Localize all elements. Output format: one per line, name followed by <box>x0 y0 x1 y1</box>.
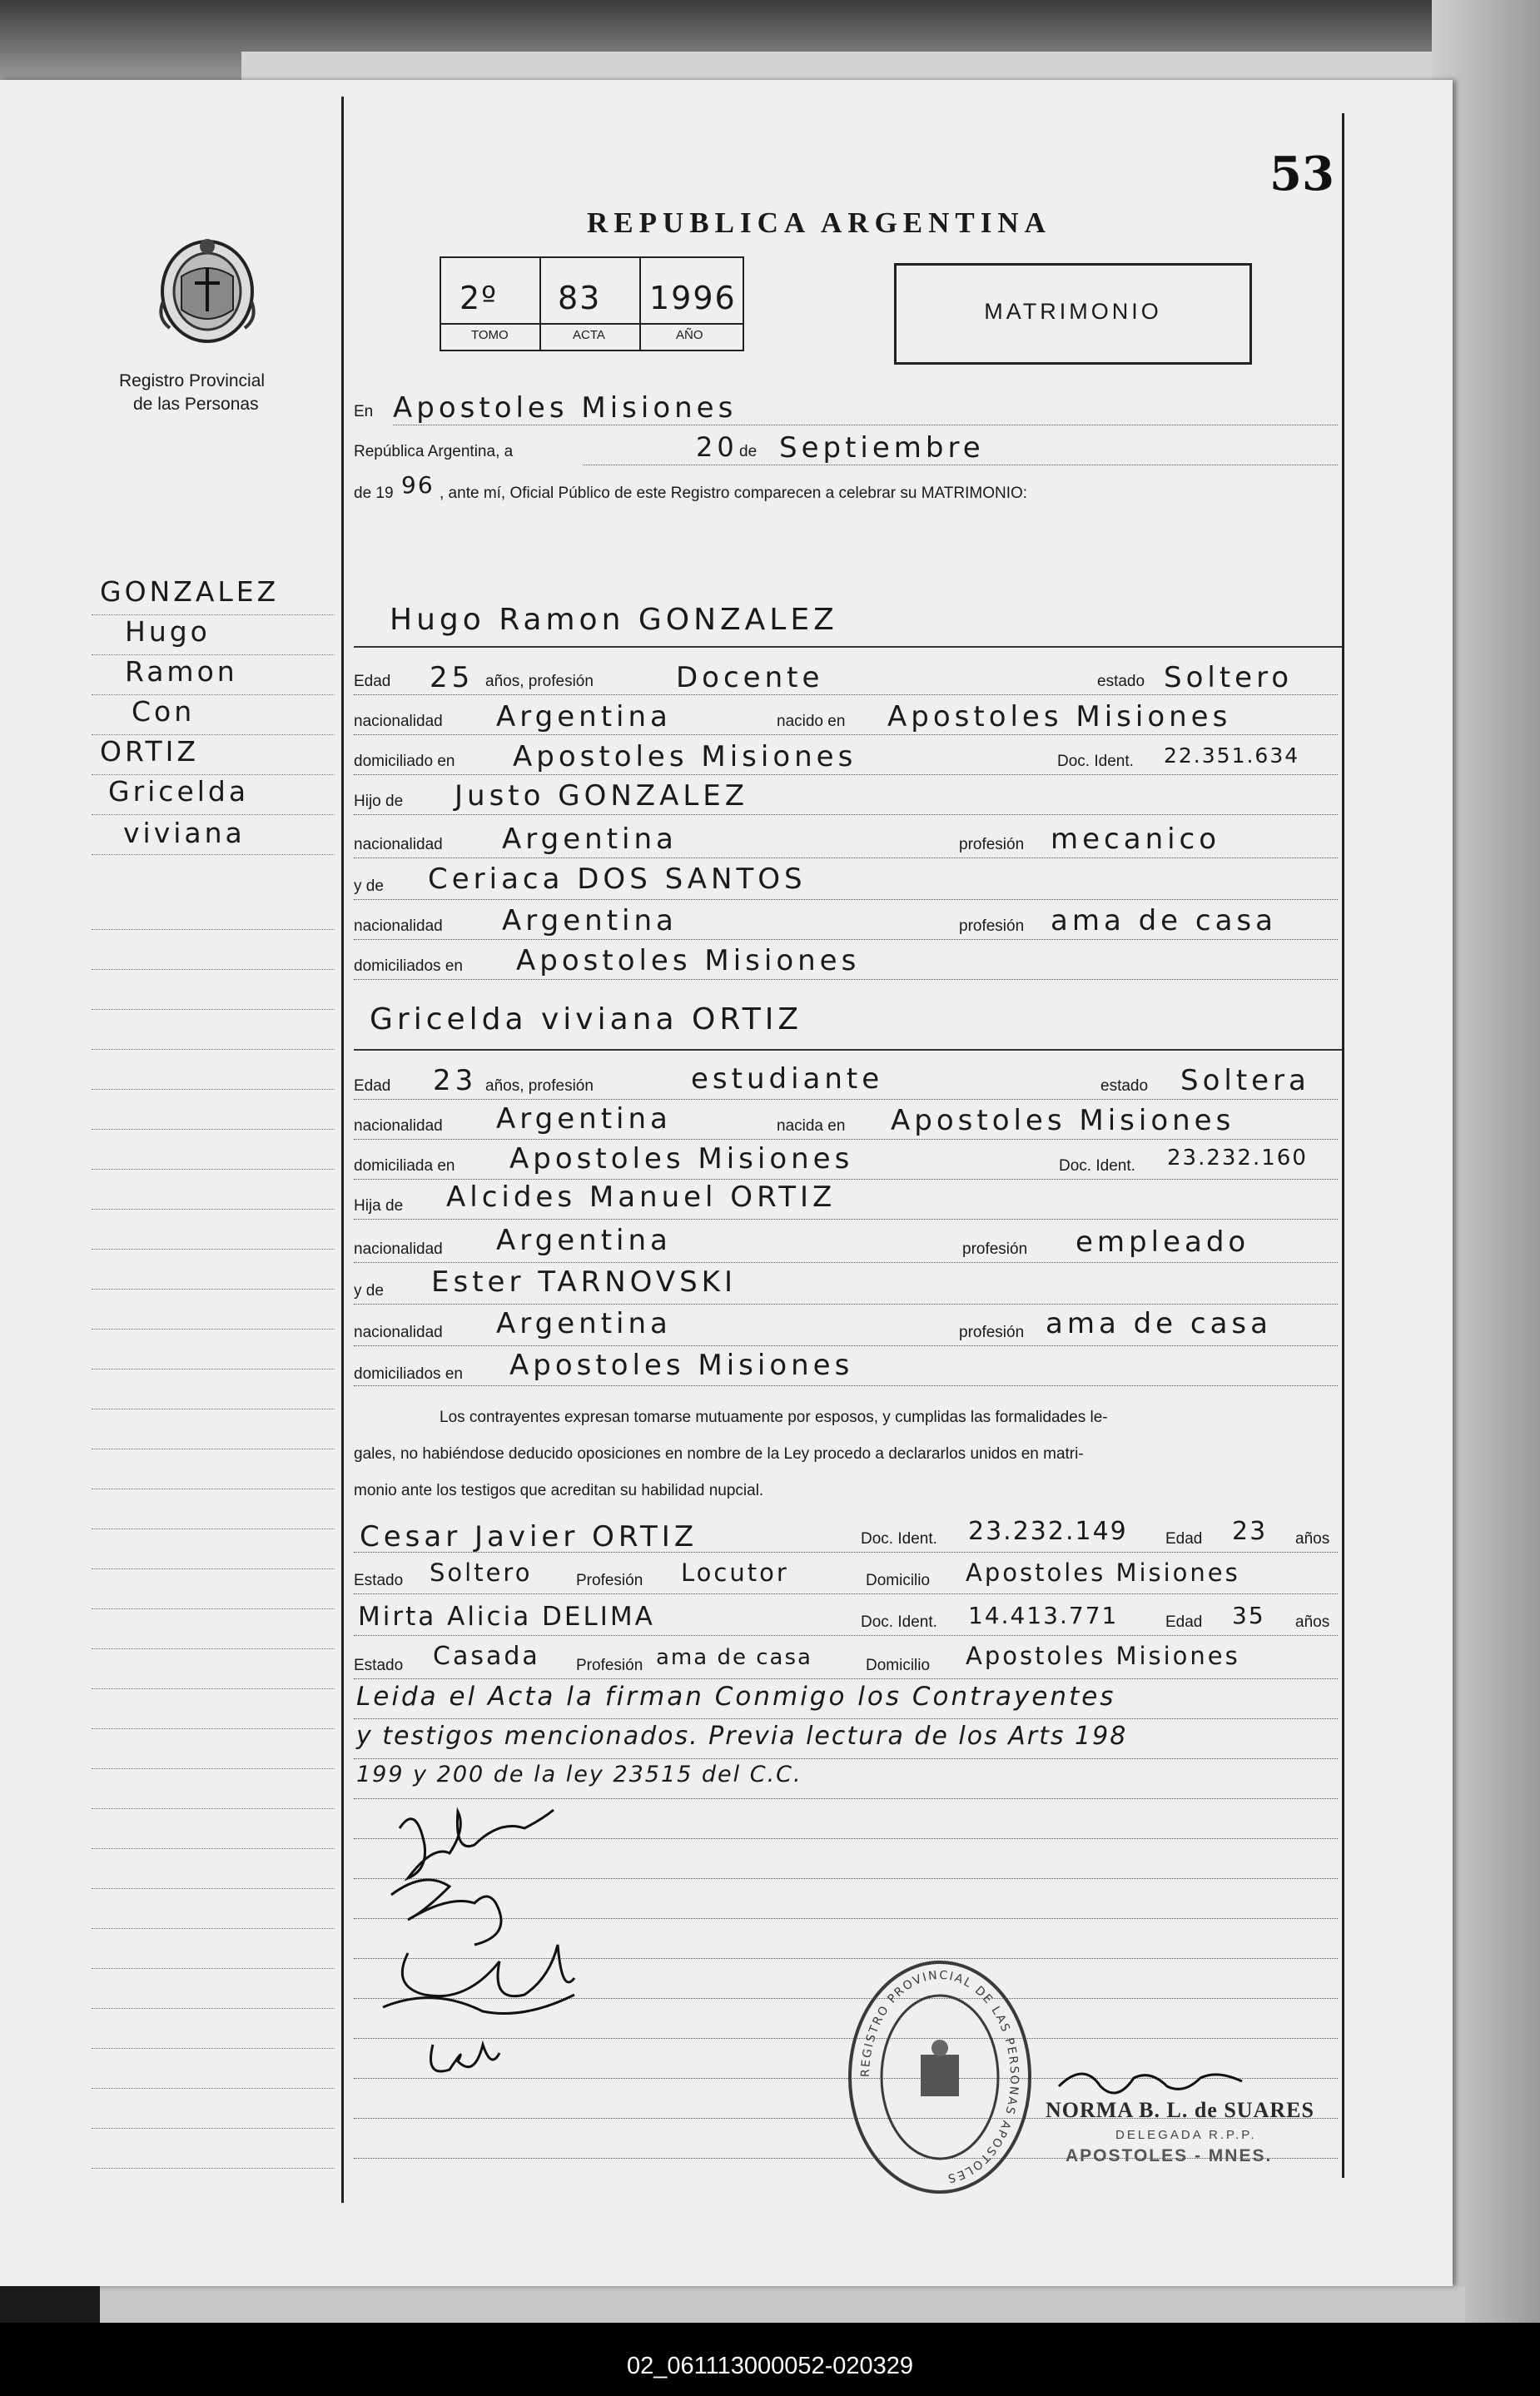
margin-rule-line <box>92 1329 335 1330</box>
groom-doc: 22.351.634 <box>1164 743 1300 768</box>
doc-type-box <box>894 263 1252 365</box>
margin-rule-line <box>92 2008 335 2009</box>
rule-line <box>354 694 1338 695</box>
declaration-line1: Los contrayentes expresan tomarse mutuamente por esposos, y cumplidas las formalidades le- <box>440 1409 1108 1426</box>
margin-rule-line <box>92 929 335 930</box>
bride-father-prof-label: profesión <box>962 1240 1028 1258</box>
bride-doc: 23.232.160 <box>1167 1146 1308 1171</box>
anio-label: AÑO <box>676 328 703 342</box>
witness2-domicilio-label: Domicilio <box>866 1657 931 1674</box>
rule-line <box>354 734 1338 735</box>
rule-line <box>354 857 1338 858</box>
margin-rule-line <box>92 1728 335 1729</box>
box-divider <box>539 258 541 350</box>
groom-age: 25 <box>430 661 474 694</box>
groom-father-profession: mecanico <box>1051 823 1221 856</box>
page-bottom-edge <box>100 2286 1465 2323</box>
bride-profession: estudiante <box>691 1062 884 1096</box>
witness1-domicile: Apostoles Misiones <box>966 1558 1240 1587</box>
witness1-name: Cesar Javier ORTIZ <box>360 1520 698 1553</box>
rule-line <box>354 1552 1338 1553</box>
tomo-acta-box <box>440 256 744 351</box>
margin-rule-line <box>92 1968 335 1969</box>
groom-nacido-label: nacido en <box>777 713 846 730</box>
rule-line <box>354 1635 1338 1636</box>
witness1-estado: Soltero <box>430 1558 533 1587</box>
month-value: Septiembre <box>779 431 985 465</box>
official-stamp-line2: DELEGADA R.P.P. <box>1115 2128 1257 2142</box>
witness2-profession: ama de casa <box>656 1645 812 1670</box>
margin-name-line: viviana <box>123 817 246 849</box>
rule-line <box>354 814 1338 815</box>
witness1-profession: Locutor <box>681 1558 789 1587</box>
closing-line1: Leida el Acta la firman Conmigo los Contrayentes <box>356 1682 1116 1712</box>
margin-rule-line <box>92 1249 335 1250</box>
witness2-anos-label: años <box>1295 1613 1330 1631</box>
bride-parents-domicile: Apostoles Misiones <box>509 1349 854 1382</box>
margin-name-line: Ramon <box>125 655 238 688</box>
margin-rule-line <box>92 1089 335 1090</box>
margin-rule-line <box>92 654 335 655</box>
acta-label: ACTA <box>573 328 605 342</box>
bride-domicile: Apostoles Misiones <box>509 1142 854 1176</box>
section-divider <box>354 1049 1342 1051</box>
rule-line <box>354 1219 1338 1220</box>
groom-domicilio-label: domiciliado en <box>354 753 455 770</box>
intro-text: , ante mí, Oficial Público de este Registro comparecen a celebrar su MATRIMONIO: <box>440 485 1028 502</box>
margin-rule-line <box>92 2168 335 2169</box>
groom-hijo-label: Hijo de <box>354 793 404 810</box>
rule-line <box>354 939 1338 940</box>
margin-rule-line <box>92 814 335 815</box>
groom-father-nationality: Argentina <box>502 823 678 856</box>
box-divider <box>441 323 743 325</box>
bride-domicilio-label: domiciliada en <box>354 1157 455 1175</box>
groom-mother-nat-label: nacionalidad <box>354 917 443 935</box>
groom-full-name: Hugo Ramon GONZALEZ <box>390 603 838 637</box>
rule-line <box>354 1718 1338 1719</box>
margin-rule-line <box>92 1888 335 1889</box>
bride-yde-label: y de <box>354 1282 384 1300</box>
bride-mother-profession: ama de casa <box>1046 1307 1272 1340</box>
bride-estado: Soltera <box>1180 1064 1310 1097</box>
margin-rule-line <box>92 1009 335 1010</box>
margin-rule-line <box>92 1209 335 1210</box>
rule-line <box>354 1179 1338 1180</box>
margin-rule-line <box>92 1289 335 1290</box>
bride-nacionalidad-label: nacionalidad <box>354 1117 443 1135</box>
margin-rule-line <box>92 2088 335 2089</box>
margin-rule-line <box>92 694 335 695</box>
bride-father-nationality: Argentina <box>496 1224 672 1257</box>
registry-label-line2: de las Personas <box>133 395 259 414</box>
rule-line <box>354 1678 1338 1679</box>
rule-line <box>354 774 1338 775</box>
bride-age: 23 <box>433 1064 478 1097</box>
rule-line <box>354 1139 1338 1140</box>
witness1-profesion-label: Profesión <box>576 1572 643 1589</box>
round-seal <box>844 1956 1036 2198</box>
rule-line <box>354 1262 1338 1263</box>
margin-rule <box>341 97 344 2203</box>
margin-rule-line <box>92 614 335 615</box>
witness2-doc-label: Doc. Ident. <box>861 1613 937 1631</box>
margin-rule-line <box>92 734 335 735</box>
anio-value: 1996 <box>649 280 737 316</box>
tomo-label: TOMO <box>471 328 509 342</box>
page-number: 53 <box>1269 147 1334 201</box>
rule-line <box>354 1758 1338 1759</box>
witness1-estado-label: Estado <box>354 1572 404 1589</box>
groom-parents-domicile: Apostoles Misiones <box>516 944 861 977</box>
groom-estado-label: estado <box>1097 673 1145 690</box>
underlying-page-edge <box>241 52 1432 83</box>
bride-nacida-label: nacida en <box>777 1117 846 1135</box>
year-prefix-label: de 19 <box>354 485 394 502</box>
groom-father: Justo GONZALEZ <box>455 779 749 813</box>
groom-estado: Soltero <box>1164 661 1294 694</box>
groom-birthplace: Apostoles Misiones <box>887 700 1232 733</box>
acta-value: 83 <box>558 280 602 316</box>
groom-father-prof-label: profesión <box>959 836 1025 853</box>
margin-rule-line <box>92 1568 335 1569</box>
margin-rule-line <box>92 1169 335 1170</box>
margin-rule-line <box>92 1688 335 1689</box>
declaration-line2: gales, no habiéndose deducido oposiciones en nombre de la Ley procedo a declararlos unidos en matri- <box>354 1445 1084 1463</box>
margin-rule-line <box>92 1648 335 1649</box>
bride-birthplace: Apostoles Misiones <box>891 1104 1235 1137</box>
bride-mother-nat-label: nacionalidad <box>354 1324 443 1341</box>
closing-line2: y testigos mencionados. Previa lectura de los Arts 198 <box>356 1722 1128 1751</box>
bride-parents-dom-label: domiciliados en <box>354 1365 463 1383</box>
de-label: de <box>739 443 758 460</box>
groom-profession: Docente <box>676 661 824 694</box>
witness1-edad-label: Edad <box>1165 1530 1203 1548</box>
section-divider <box>354 646 1342 648</box>
rule-line <box>354 1304 1338 1305</box>
bride-full-name: Gricelda viviana ORTIZ <box>370 1002 802 1036</box>
groom-mother-nationality: Argentina <box>502 904 678 937</box>
bride-mother-nationality: Argentina <box>496 1307 672 1340</box>
witness1-anos-label: años <box>1295 1530 1330 1548</box>
witness2-estado-label: Estado <box>354 1657 404 1674</box>
margin-rule-line <box>92 2048 335 2049</box>
year-suffix-value: 96 <box>401 471 435 499</box>
bride-profesion-label: años, profesión <box>485 1077 594 1095</box>
bride-father-profession: empleado <box>1076 1225 1250 1259</box>
witness2-name: Mirta Alicia DELIMA <box>358 1602 655 1632</box>
groom-mother: Ceriaca DOS SANTOS <box>428 862 807 896</box>
groom-domicile: Apostoles Misiones <box>513 740 857 773</box>
republica-label: República Argentina, a <box>354 443 514 460</box>
rule-line <box>354 899 1338 900</box>
day-value: 20 <box>696 431 738 463</box>
bride-hija-label: Hija de <box>354 1197 404 1215</box>
margin-name-line: GONZALEZ <box>100 575 280 608</box>
margin-rule-line <box>92 854 335 855</box>
bride-estado-label: estado <box>1100 1077 1149 1095</box>
margin-rule-line <box>92 1608 335 1609</box>
witness1-doc: 23.232.149 <box>968 1517 1128 1546</box>
witness2-domicile: Apostoles Misiones <box>966 1642 1240 1670</box>
image-label: 02_061113000052-020329 <box>626 2353 914 2379</box>
round-seal-text: REGISTRO PROVINCIAL DE LAS PERSONAS APOSTOLES <box>858 1968 1021 2185</box>
provincial-emblem-icon <box>156 235 258 348</box>
groom-nationality: Argentina <box>496 700 672 733</box>
witness1-age: 23 <box>1232 1517 1268 1546</box>
bride-nationality: Argentina <box>496 1102 672 1136</box>
margin-rule-line <box>92 2128 335 2129</box>
rule-line <box>354 979 1338 980</box>
witness2-age: 35 <box>1232 1602 1265 1629</box>
witness2-edad-label: Edad <box>1165 1613 1203 1631</box>
margin-rule-line <box>92 1808 335 1809</box>
margin-rule-line <box>92 1129 335 1130</box>
official-stamp-line1: NORMA B. L. de SUARES <box>1046 2098 1314 2122</box>
official-stamp-line3: APOSTOLES - MNES. <box>1066 2146 1273 2165</box>
tomo-value: 2º <box>460 280 499 316</box>
margin-rule-line <box>92 1928 335 1929</box>
rule-line <box>354 1593 1338 1594</box>
groom-doc-label: Doc. Ident. <box>1057 753 1134 770</box>
margin-rule-line <box>92 1049 335 1050</box>
en-label: En <box>354 403 374 420</box>
bride-mother-prof-label: profesión <box>959 1324 1025 1341</box>
box-divider <box>639 258 641 350</box>
groom-yde-label: y de <box>354 877 384 895</box>
witness2-estado: Casada <box>433 1642 540 1671</box>
groom-mother-prof-label: profesión <box>959 917 1025 935</box>
register-page <box>0 80 1453 2286</box>
country-title: REPUBLICA ARGENTINA <box>587 206 1051 239</box>
bride-father: Alcides Manuel ORTIZ <box>446 1181 837 1214</box>
rule-line <box>354 1099 1338 1100</box>
margin-rule-line <box>92 1848 335 1849</box>
groom-mother-profession: ama de casa <box>1051 904 1277 937</box>
margin-rule-line <box>92 774 335 775</box>
groom-parents-dom-label: domiciliados en <box>354 957 463 975</box>
rule-line <box>354 1345 1338 1346</box>
witness1-doc-label: Doc. Ident. <box>861 1530 937 1548</box>
margin-rule-line <box>92 969 335 970</box>
registry-label-line1: Registro Provincial <box>119 371 266 390</box>
bride-doc-label: Doc. Ident. <box>1059 1157 1135 1175</box>
place-value: Apostoles Misiones <box>393 391 738 425</box>
margin-name-line: Con <box>132 695 196 728</box>
witness2-doc: 14.413.771 <box>968 1602 1119 1629</box>
bride-father-nat-label: nacionalidad <box>354 1240 443 1258</box>
witness1-domicilio-label: Domicilio <box>866 1572 931 1589</box>
bride-edad-label: Edad <box>354 1077 391 1095</box>
margin-name-line: ORTIZ <box>100 735 199 768</box>
groom-father-nat-label: nacionalidad <box>354 836 443 853</box>
groom-profesion-label: años, profesión <box>485 673 594 690</box>
closing-line3: 199 y 200 de la ley 23515 del C.C. <box>356 1762 802 1787</box>
margin-name-line: Hugo <box>125 615 211 648</box>
witness2-profesion-label: Profesión <box>576 1657 643 1674</box>
groom-edad-label: Edad <box>354 673 391 690</box>
margin-rule-line <box>92 1768 335 1769</box>
margin-name-line: Gricelda <box>108 775 250 808</box>
right-rule <box>1342 113 1344 2178</box>
rule-line <box>354 1385 1338 1386</box>
declaration-line3: monio ante los testigos que acreditan su habilidad nupcial. <box>354 1482 764 1499</box>
bride-mother: Ester TARNOVSKI <box>431 1265 738 1299</box>
signatures <box>375 1795 591 2103</box>
doc-type-label: MATRIMONIO <box>984 299 1162 324</box>
groom-nacionalidad-label: nacionalidad <box>354 713 443 730</box>
